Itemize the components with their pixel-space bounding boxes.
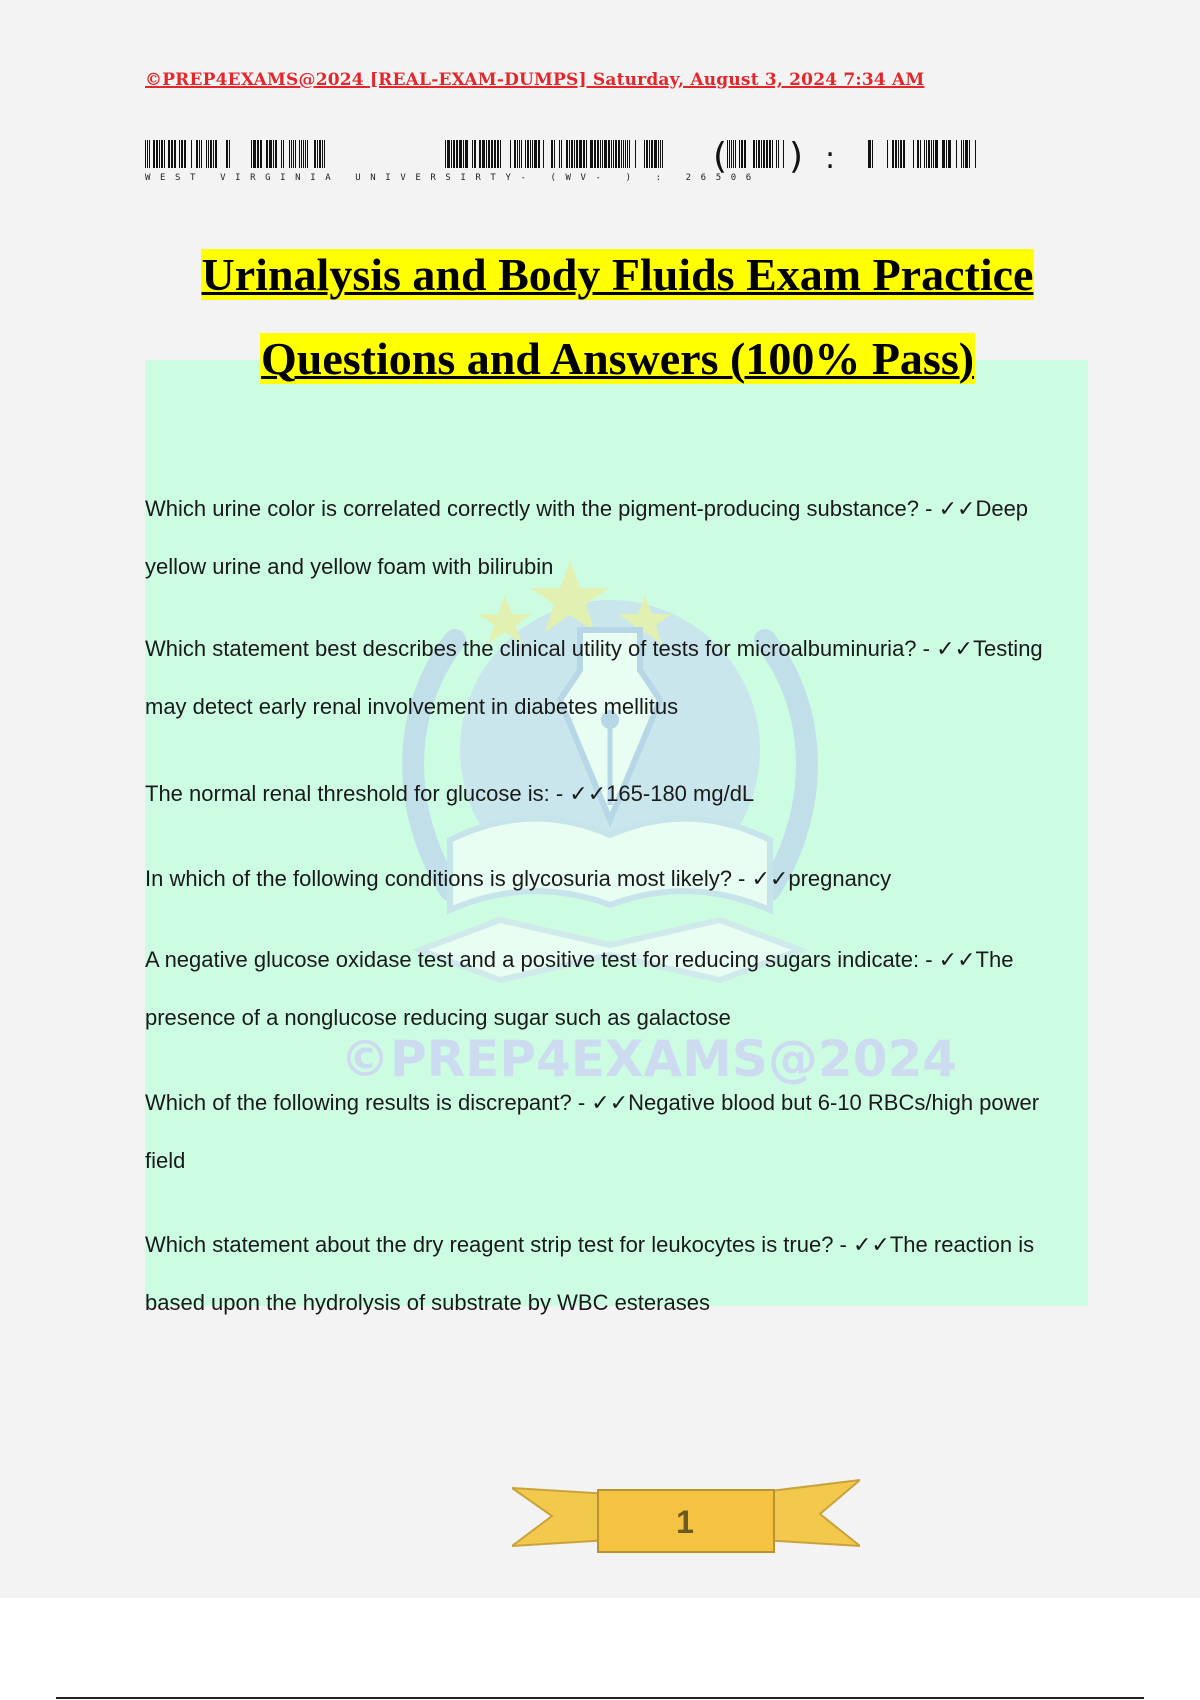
barcode-bar (566, 140, 568, 168)
barcode-bar (213, 140, 214, 168)
barcode-bar (613, 140, 614, 168)
barcode-bar (168, 140, 170, 168)
barcode-bar (251, 140, 252, 168)
barcode-bar (153, 140, 155, 168)
barcode-bar (733, 140, 734, 168)
qa-item: In which of the following conditions is glycosuria most likely? - ✓✓pregnancy (145, 866, 892, 891)
barcode-bar (758, 140, 760, 168)
barcode-bar (159, 140, 160, 168)
barcode-bar (451, 140, 452, 168)
barcode-bar (583, 140, 585, 168)
barcode-bar (635, 140, 636, 168)
barcode-bar (621, 140, 622, 168)
barcode-bar (514, 140, 516, 168)
barcode-bar (913, 140, 914, 168)
barcode-bar (510, 140, 511, 168)
barcode-bar (521, 140, 522, 168)
barcode-bar (892, 140, 894, 168)
barcode-bar (149, 140, 150, 168)
barcode-bar (729, 140, 730, 168)
barcode-bar (660, 140, 661, 168)
barcode-bar (226, 140, 228, 168)
barcode-bar (924, 140, 925, 168)
qa-item: Which urine color is correlated correctly with the pigment-producing substance? - ✓✓Deep yellow urine and yellow foam with bilirubin (145, 496, 1029, 579)
barcode-bar (625, 140, 626, 168)
barcode-caption: WEST VIRGINIA UNIVERSIRTY- (WV- ) : 26506 (145, 173, 761, 183)
barcode-bar (651, 140, 653, 168)
barcode-bar (956, 140, 957, 168)
barcode-glyph: ) (789, 140, 804, 174)
barcode-bar (299, 140, 300, 168)
barcode-bar (761, 140, 762, 168)
barcode-bar (534, 140, 537, 168)
barcode-bar (561, 140, 562, 168)
barcode-bar (293, 140, 294, 168)
barcode-bar (569, 140, 570, 168)
barcode-bar (627, 140, 628, 168)
barcode-bar (145, 140, 146, 168)
barcode-bar (646, 140, 648, 168)
barcode-bar (594, 140, 596, 168)
barcode-bar (618, 140, 620, 168)
barcode-bar (602, 140, 603, 168)
barcode-bar (559, 140, 560, 168)
barcode-bar (946, 140, 947, 168)
qa-item: Which statement about the dry reagent strip test for leukocytes is true? - ✓✓The reaction is based upon the hydrolysis of substrate by WBC esterases (145, 1232, 1035, 1315)
barcode-bar (926, 140, 927, 168)
barcode-bar (208, 140, 209, 168)
barcode-bar (590, 140, 593, 168)
barcode-bar (525, 140, 526, 168)
barcode-bar (961, 140, 962, 168)
barcode-bar (527, 140, 529, 168)
barcode-bar (741, 140, 743, 168)
qa-item: Which statement best describes the clinical utility of tests for microalbuminuria? - ✓✓Testing may detect early renal involvement in diabetes mellitus (145, 636, 1043, 719)
barcode-bar (260, 140, 262, 168)
barcode-bar (273, 140, 274, 168)
barcode-bar (303, 140, 304, 168)
barcode-bar (324, 140, 325, 168)
barcode-bar (530, 140, 531, 168)
barcode-bar (887, 140, 888, 168)
barcode-bar (778, 140, 779, 168)
barcode-bar (269, 140, 272, 168)
barcode-bar (447, 140, 450, 168)
document-title-line-2: Questions and Answers (100% Pass) (260, 333, 975, 384)
barcode-bar (654, 140, 657, 168)
barcode-bar (739, 140, 740, 168)
barcode-bar (317, 140, 318, 168)
barcode-bar (474, 140, 476, 168)
barcode-bar (532, 140, 533, 168)
barcode-bar (497, 140, 499, 168)
barcode-bar (608, 140, 610, 168)
barcode-bar (615, 140, 617, 168)
barcode-bar (275, 140, 277, 168)
barcode-bar (181, 140, 183, 168)
barcode-bar (543, 140, 544, 168)
barcode-bar (314, 140, 316, 168)
barcode-bar (517, 140, 518, 168)
barcode-bar (604, 140, 607, 168)
barcode-bar (623, 140, 624, 168)
barcode-bar (295, 140, 296, 168)
barcode-bar (472, 140, 473, 168)
qa-item: A negative glucose oxidase test and a positive test for reducing sugars indicate: - ✓✓The presence of a nonglucose reducing sugar such as galactose (145, 947, 1014, 1030)
barcode-bar (727, 140, 728, 168)
barcode-bar (597, 140, 599, 168)
barcode-bar (491, 140, 493, 168)
barcode-bar (753, 140, 755, 168)
barcode-bar (456, 140, 458, 168)
barcode-bar (283, 140, 284, 168)
qa-item: Which of the following results is discrepant? - ✓✓Negative blood but 6-10 RBCs/high power field (145, 1090, 1040, 1173)
barcode-bar (465, 140, 468, 168)
barcode-bar (731, 140, 732, 168)
barcode-bar (301, 140, 302, 168)
barcode-bar (935, 140, 938, 168)
barcode-bar (199, 140, 200, 168)
barcode-bar (579, 140, 582, 168)
barcode-bar (164, 140, 165, 168)
barcode-bar (281, 140, 282, 168)
barcode-bar (898, 140, 899, 168)
qa-item: The normal renal threshold for glucose is: - ✓✓165-180 mg/dL (145, 781, 755, 806)
barcode-bar (488, 140, 490, 168)
barcode-bar (445, 140, 446, 168)
barcode-bar (494, 140, 496, 168)
barcode-bar (920, 140, 921, 168)
barcode-bar (551, 140, 553, 168)
barcode-bar (763, 140, 765, 168)
barcode-bar (479, 140, 481, 168)
copyright-header: ©PREP4EXAMS@2024 [REAL-EXAM-DUMPS] Saturday, August 3, 2024 7:34 AM (145, 70, 925, 90)
barcode-bar (611, 140, 612, 168)
barcode-bar (266, 140, 268, 168)
barcode-bar (179, 140, 180, 168)
page-number: 1 (676, 1504, 694, 1540)
barcode-bar (586, 140, 587, 168)
barcode-bar (933, 140, 934, 168)
barcode-bar (895, 140, 897, 168)
barcode-bar (783, 140, 784, 168)
barcode-bar (538, 140, 540, 168)
barcode-bar (482, 140, 485, 168)
barcode-bar (184, 140, 186, 168)
barcode-bar (215, 140, 217, 168)
barcode-bar (735, 140, 736, 168)
barcode-bar (917, 140, 919, 168)
page-gap (0, 1598, 1200, 1700)
barcode-bar (210, 140, 212, 168)
barcode-bar (948, 140, 951, 168)
barcode-bar (975, 140, 976, 168)
barcode-bar (229, 140, 230, 168)
barcode-bar (928, 140, 930, 168)
barcode-bar (571, 140, 573, 168)
barcode-bar (201, 140, 202, 168)
barcode-bar (307, 140, 308, 168)
barcode-bar (289, 140, 290, 168)
barcode-bar (463, 140, 464, 168)
barcode-bar (868, 140, 871, 168)
barcode-bar (191, 140, 192, 168)
barcode-bar (931, 140, 932, 168)
barcode-bar (872, 140, 873, 168)
barcode-bar (756, 140, 757, 168)
barcode-bar (322, 140, 323, 168)
barcode-bar (291, 140, 292, 168)
barcode-bar (459, 140, 462, 168)
barcode-bar (649, 140, 650, 168)
barcode-bar (156, 140, 158, 168)
barcode-bar (305, 140, 306, 168)
barcode-bar (574, 140, 575, 168)
barcode-bar (965, 140, 968, 168)
barcode-bar (772, 140, 773, 168)
barcode-bar (453, 140, 455, 168)
barcode-graphic (145, 140, 980, 174)
barcode-bar (776, 140, 777, 168)
barcode-bar (500, 140, 501, 168)
barcode-bar (253, 140, 256, 168)
barcode-bar (174, 140, 176, 168)
barcode-bar (903, 140, 905, 168)
barcode-bar (769, 140, 771, 168)
barcode-bar (600, 140, 601, 168)
barcode-bar (486, 140, 487, 168)
barcode-bar (766, 140, 768, 168)
barcode-glyph: : (825, 141, 836, 174)
barcode-bar (900, 140, 902, 168)
barcode-bar (147, 140, 148, 168)
barcode-bar (554, 140, 555, 168)
barcode-glyph: ( (713, 140, 728, 174)
barcode-bar (969, 140, 970, 168)
barcode-bar (942, 140, 945, 168)
barcode-bar (576, 140, 578, 168)
barcode-bar (658, 140, 659, 168)
barcode-bar (161, 140, 163, 168)
barcode-bar (196, 140, 198, 168)
barcode-bar (963, 140, 964, 168)
barcode-bar (319, 140, 321, 168)
barcode-bar (629, 140, 630, 168)
watermark-text: ©PREP4EXAMS@2024 (340, 1030, 958, 1088)
barcode-bar (519, 140, 520, 168)
barcode-bar (257, 140, 259, 168)
barcode-bar (744, 140, 746, 168)
next-page-rule (56, 1697, 1144, 1699)
barcode-bar (206, 140, 207, 168)
document-title-line-1: Urinalysis and Body Fluids Exam Practice (201, 249, 1034, 300)
barcode-bar (171, 140, 173, 168)
barcode-bar (644, 140, 645, 168)
barcode-bar (662, 140, 663, 168)
